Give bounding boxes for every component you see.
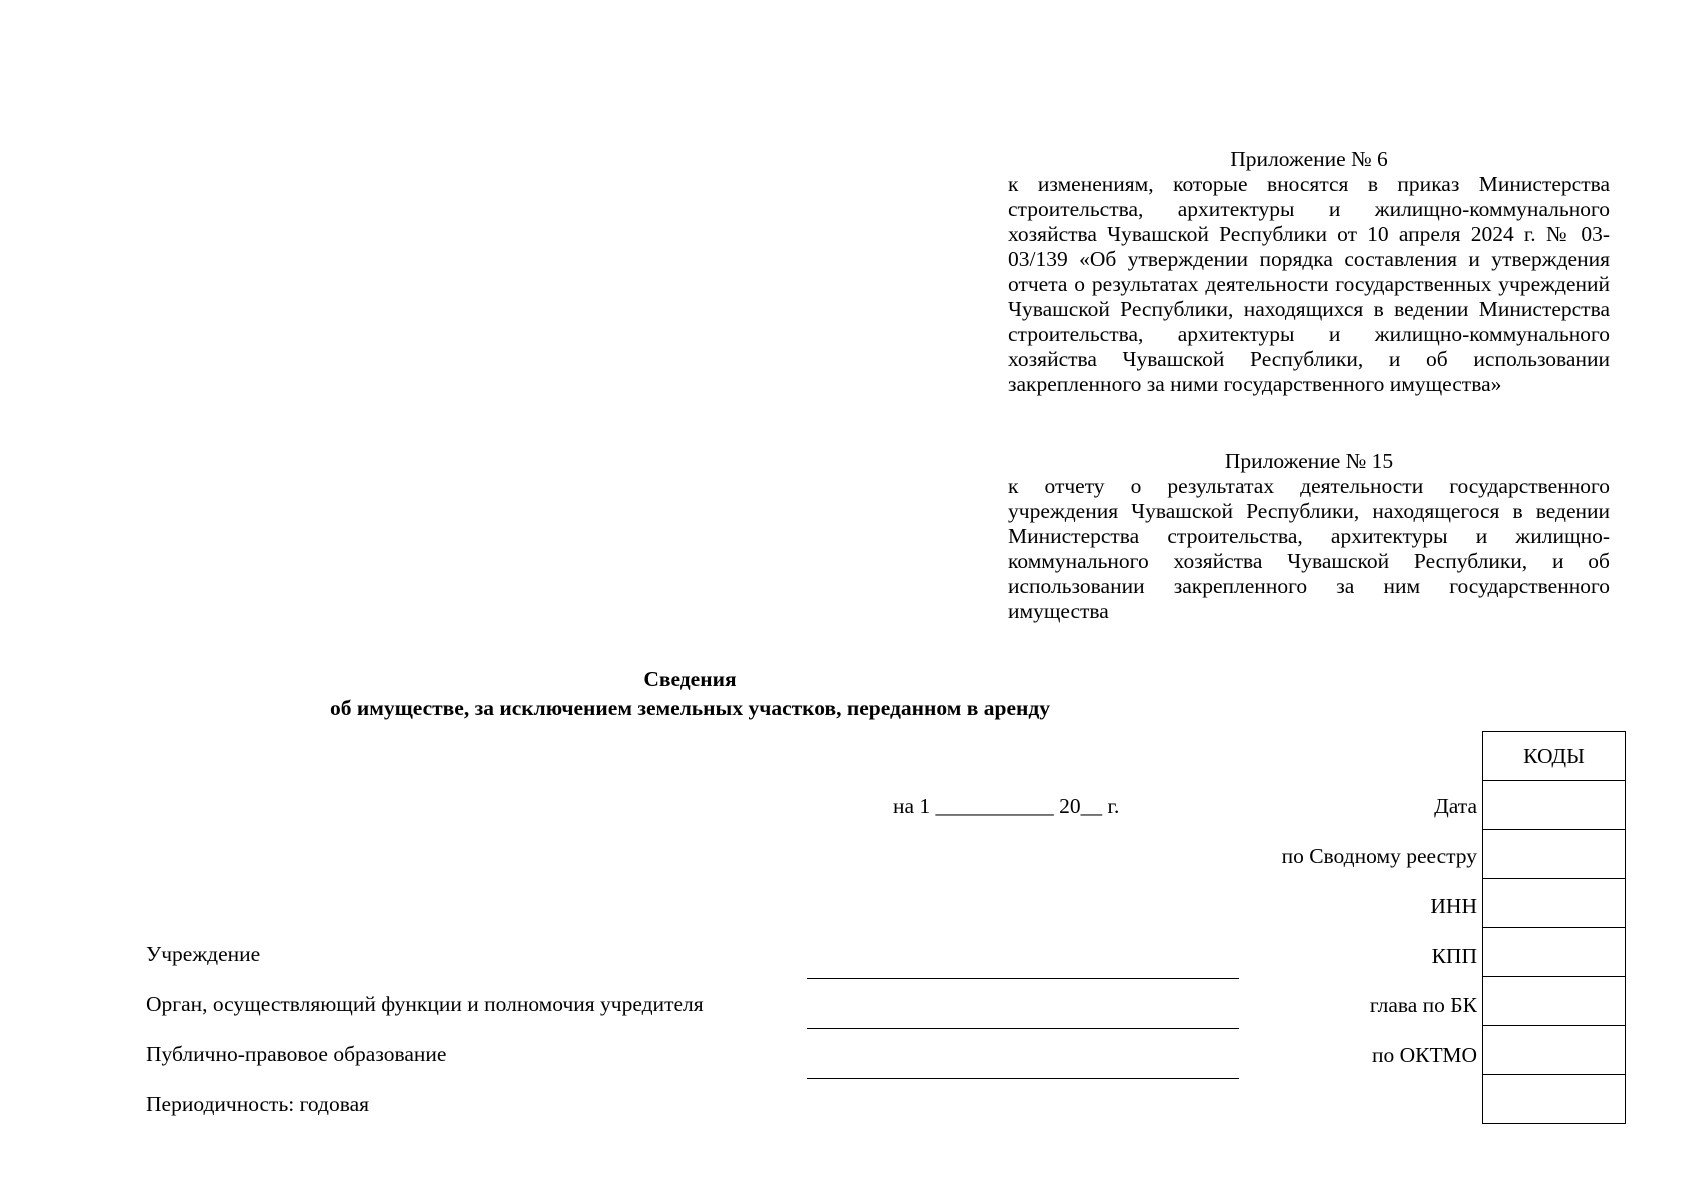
- title-line-2: об имуществе, за исключением земельных участков, переданном в аренду: [329, 696, 1051, 720]
- code-label-inn: ИНН: [1430, 894, 1477, 918]
- code-cell-periodicity: [1483, 1075, 1626, 1124]
- code-label-date: Дата: [1434, 794, 1477, 818]
- codes-table: [1482, 731, 1626, 1124]
- founder-body-label: Орган, осуществляющий функции и полномочия учредителя: [146, 992, 704, 1016]
- public-entity-label: Публично-правовое образование: [146, 1042, 447, 1066]
- document-title: [160, 665, 1220, 723]
- title-line-1: Сведения: [643, 667, 737, 691]
- periodicity-label: Периодичность: годовая: [146, 1092, 369, 1116]
- codes-header-cell: КОДЫ: [1483, 732, 1626, 781]
- appendix-6-block: [1008, 147, 1610, 397]
- code-cell-date: [1483, 781, 1626, 830]
- appendix-6-text: к изменениям, которые вносятся в приказ Министерства строительства, архитектуры и жилищно-коммунального хозяйства Чувашской Республики от 10 апреля 2024 г. № 03-03/139 «Об утверждении порядка составления и утверждения отчета о результатах деятельности государственных учреждений Чувашской Республики, находящихся в ведении Министерства строительства, архитектуры и жилищно-коммунального хозяйства Чувашской Республики, и об использовании закрепленного за ними государственного имущества»: [1008, 172, 1610, 396]
- code-label-oktmo: по ОКТМО: [1372, 1043, 1477, 1067]
- institution-underline: [807, 978, 1239, 979]
- code-label-registry: по Сводному реестру: [1281, 844, 1477, 868]
- code-cell-registry: [1483, 830, 1626, 879]
- code-label-kpp: КПП: [1431, 944, 1477, 968]
- code-label-bk-chapter: глава по БК: [1369, 993, 1477, 1017]
- code-cell-kpp: [1483, 928, 1626, 977]
- appendix-15-block: [1008, 449, 1610, 624]
- code-cell-oktmo: [1483, 1026, 1626, 1075]
- founder-body-underline: [807, 1028, 1239, 1029]
- code-cell-bk-chapter: [1483, 977, 1626, 1026]
- report-date-line: на 1 ___________ 20__ г.: [893, 794, 1120, 818]
- public-entity-underline: [807, 1078, 1239, 1079]
- appendix-15-text: к отчету о результатах деятельности государственного учреждения Чувашской Республики, находящегося в ведении Министерства строительства, архитектуры и жилищно-коммунального хозяйства Чувашской Республики, и об использовании закрепленного за ним государственного имущества: [1008, 474, 1610, 623]
- code-cell-inn: [1483, 879, 1626, 928]
- appendix-6-heading: Приложение № 6: [1230, 147, 1388, 171]
- appendix-15-heading: Приложение № 15: [1224, 449, 1394, 473]
- institution-label: Учреждение: [146, 942, 261, 966]
